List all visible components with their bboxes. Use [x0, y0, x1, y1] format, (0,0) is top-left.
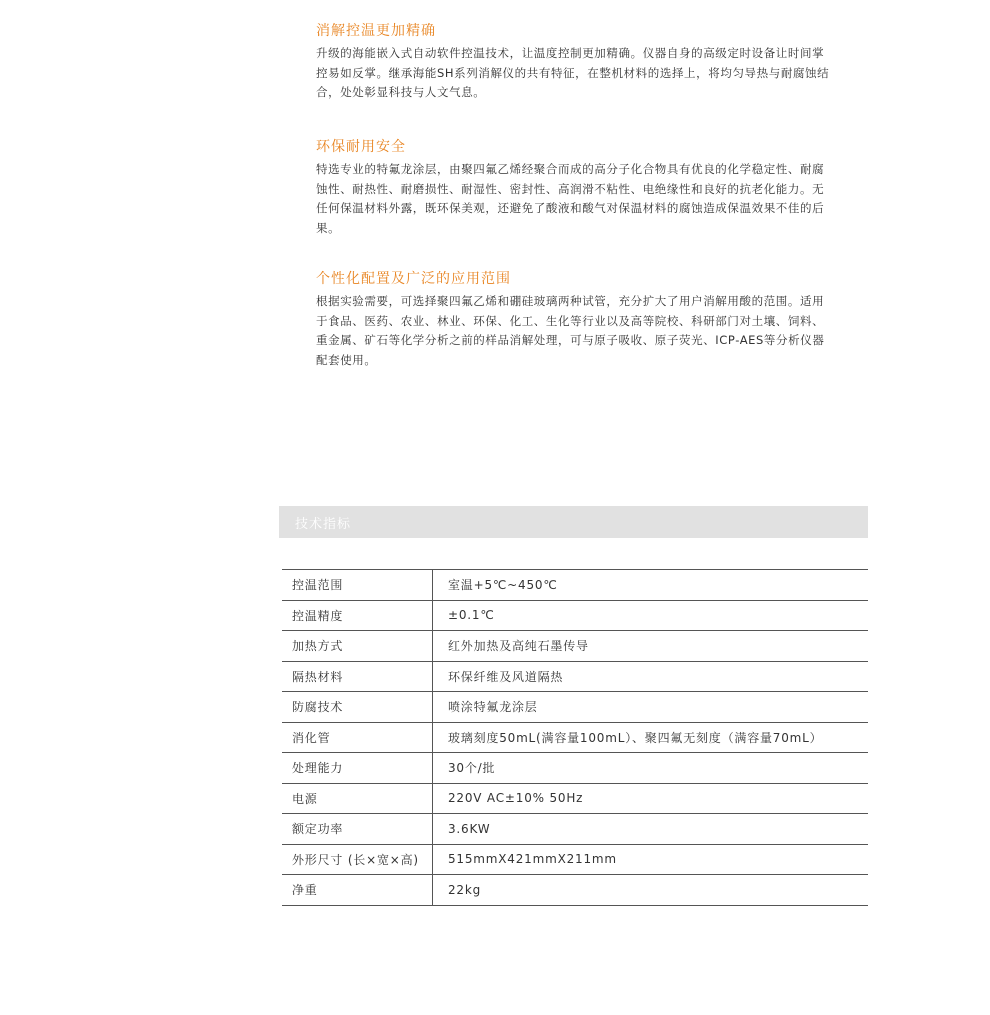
spec-table — [282, 569, 868, 906]
feature-section-temperature-control — [316, 22, 836, 103]
spec-value: 22kg — [433, 875, 869, 906]
spec-value: 红外加热及高纯石墨传导 — [433, 631, 869, 662]
table-row — [282, 570, 868, 601]
spec-value: 喷涂特氟龙涂层 — [433, 692, 869, 723]
table-row — [282, 814, 868, 845]
table-row — [282, 875, 868, 906]
table-row — [282, 844, 868, 875]
spec-key: 控温范围 — [282, 570, 433, 601]
spec-header-title: 技术指标 — [295, 517, 352, 532]
spec-key: 额定功率 — [282, 814, 433, 845]
table-row — [282, 631, 868, 662]
spec-key: 消化管 — [282, 722, 433, 753]
table-row — [282, 753, 868, 784]
spec-value: 室温+5℃~450℃ — [433, 570, 869, 601]
spec-value: 220V AC±10% 50Hz — [433, 783, 869, 814]
table-row — [282, 783, 868, 814]
spec-key: 防腐技术 — [282, 692, 433, 723]
feature-section-eco-safety — [316, 138, 836, 238]
table-row — [282, 661, 868, 692]
section-body: 升级的海能嵌入式自动软件控温技术，让温度控制更加精确。仪器自身的高级定时设备让时间掌控易如反掌。继承海能SH系列消解仪的共有特征，在整机材料的选择上，将均匀导热与耐腐蚀结合，处处彰显科技与人文气息。 — [316, 46, 830, 99]
spec-key: 控温精度 — [282, 600, 433, 631]
section-title: 环保耐用安全 — [316, 139, 406, 155]
section-title: 消解控温更加精确 — [316, 23, 436, 39]
spec-value: 环保纤维及风道隔热 — [433, 661, 869, 692]
spec-value: 30个/批 — [433, 753, 869, 784]
table-row — [282, 722, 868, 753]
spec-header-bar — [279, 506, 868, 538]
spec-value: 515mmX421mmX211mm — [433, 844, 869, 875]
spec-key: 隔热材料 — [282, 661, 433, 692]
spec-key: 处理能力 — [282, 753, 433, 784]
spec-key: 电源 — [282, 783, 433, 814]
spec-key: 外形尺寸 (长×宽×高) — [282, 844, 433, 875]
spec-value: 玻璃刻度50mL(满容量100mL）、聚四氟无刻度（满容量70mL） — [433, 722, 869, 753]
table-row — [282, 692, 868, 723]
spec-value: 3.6KW — [433, 814, 869, 845]
spec-value: ±0.1℃ — [433, 600, 869, 631]
section-title: 个性化配置及广泛的应用范围 — [316, 271, 511, 287]
section-body: 特选专业的特氟龙涂层，由聚四氟乙烯经聚合而成的高分子化合物具有优良的化学稳定性、耐腐蚀性、耐热性、耐磨损性、耐湿性、密封性、高润滑不粘性、电绝缘性和良好的抗老化能力。无任何保温材料外露，既环保美观，还避免了酸液和酸气对保温材料的腐蚀造成保温效果不佳的后果。 — [316, 162, 825, 235]
spec-key: 加热方式 — [282, 631, 433, 662]
table-row — [282, 600, 868, 631]
feature-section-application-range — [316, 270, 836, 370]
spec-key: 净重 — [282, 875, 433, 906]
section-body: 根据实验需要，可选择聚四氟乙烯和硼硅玻璃两种试管，充分扩大了用户消解用酸的范围。适用于食品、医药、农业、林业、环保、化工、生化等行业以及高等院校、科研部门对土壤、饲料、重金属、矿石等化学分析之前的样品消解处理，可与原子吸收、原子荧光、ICP-AES等分析仪器配套使用。 — [316, 294, 825, 367]
